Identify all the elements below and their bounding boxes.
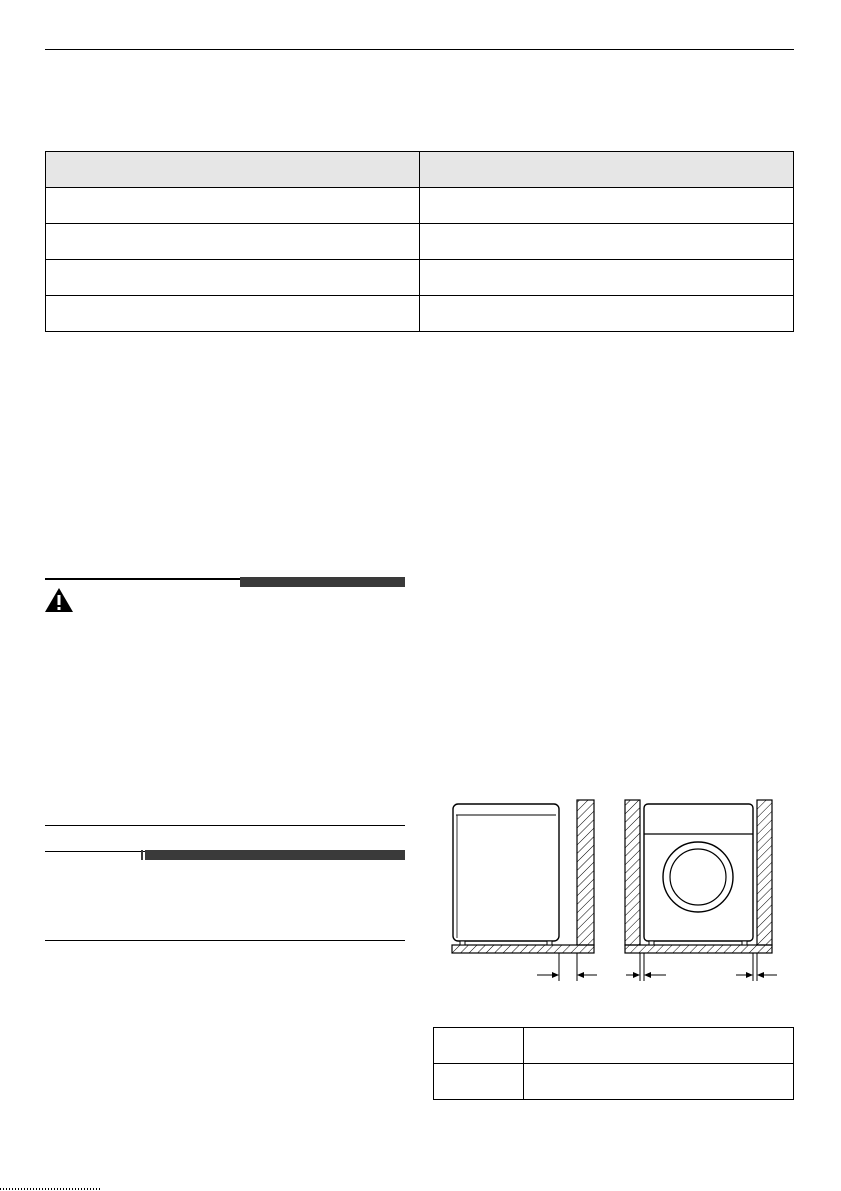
table-cell (420, 188, 794, 224)
table-cell (524, 1028, 794, 1064)
spec-table-header-cell (420, 152, 794, 188)
side-view (452, 800, 597, 981)
table-cell (420, 260, 794, 296)
spec-table-header-cell (46, 152, 420, 188)
table-row (46, 224, 794, 260)
table-cell (46, 260, 420, 296)
table-cell (434, 1028, 524, 1064)
spec-table-header-row (46, 152, 794, 188)
washing-machine-clearance-diagram (440, 795, 785, 987)
note-header-bar (145, 850, 405, 860)
page-header-rule (45, 49, 794, 50)
table-cell (46, 224, 420, 260)
warning-triangle-icon (44, 587, 74, 613)
section-divider (45, 825, 405, 826)
note-footer-rule (45, 940, 405, 941)
table-cell (46, 296, 420, 332)
table-cell (420, 224, 794, 260)
warning-header-bar (240, 577, 405, 587)
table-row (46, 260, 794, 296)
table-cell (524, 1064, 794, 1100)
table-cell (434, 1064, 524, 1100)
table-cell (420, 296, 794, 332)
clearance-table (433, 1027, 794, 1100)
front-view (625, 800, 777, 981)
table-cell (46, 188, 420, 224)
page-footer-dots (0, 1188, 100, 1190)
table-row (434, 1028, 794, 1064)
table-row (434, 1064, 794, 1100)
table-row (46, 296, 794, 332)
note-header-bar-notch (141, 850, 143, 860)
table-row (46, 188, 794, 224)
spec-table (45, 151, 794, 332)
